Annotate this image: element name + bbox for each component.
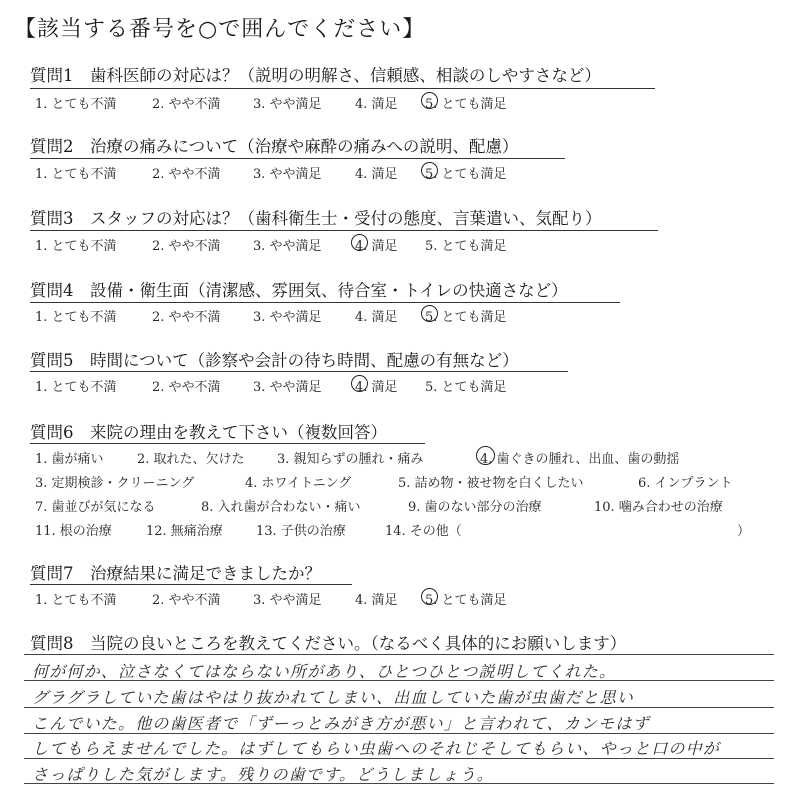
- question-title: 質問6 来院の理由を教えて下さい（複数回答）: [30, 423, 387, 442]
- option-4[interactable]: 4. 満足: [355, 97, 398, 112]
- other-close-paren: ）: [737, 524, 751, 539]
- handwriting-line: こんでいた。他の歯医者で「ずーっとみがき方が悪い」と言われて、カンモはず: [32, 714, 650, 733]
- option-3[interactable]: 3. やや満足: [253, 593, 322, 608]
- option-4[interactable]: 4. 満足: [355, 593, 398, 608]
- page-title: 【該当する番号を○で囲んでください】: [14, 17, 426, 42]
- selection-circle: [421, 92, 438, 109]
- option-2[interactable]: 2. やや不満: [152, 97, 221, 112]
- reason-option[interactable]: 2. 取れた、欠けた: [137, 452, 245, 467]
- option-4[interactable]: 4. 満足: [355, 239, 398, 254]
- reason-option[interactable]: 6. インプラント: [638, 476, 733, 491]
- question-title: 質問7 治療結果に満足できましたか？: [30, 564, 321, 583]
- option-5[interactable]: 5. とても満足: [425, 167, 507, 182]
- selection-circle: [421, 588, 438, 605]
- option-3[interactable]: 3. やや満足: [253, 380, 322, 395]
- option-2[interactable]: 2. やや不満: [152, 310, 221, 325]
- reason-option[interactable]: 11. 根の治療: [35, 524, 112, 539]
- option-2[interactable]: 2. やや不満: [152, 167, 221, 182]
- option-5[interactable]: 5. とても満足: [425, 310, 507, 325]
- question-title: 質問5 時間について（診察や会計の待ち時間、配慮の有無など）: [30, 351, 519, 370]
- reason-option[interactable]: 4. 歯ぐきの腫れ、出血、歯の動揺: [480, 452, 680, 467]
- reason-option[interactable]: 1. 歯が痛い: [35, 452, 104, 467]
- selection-circle: [421, 162, 438, 179]
- option-1[interactable]: 1. とても不満: [35, 239, 117, 254]
- option-1[interactable]: 1. とても不満: [35, 167, 117, 182]
- selection-circle: [476, 446, 495, 465]
- option-4[interactable]: 4. 満足: [355, 310, 398, 325]
- option-2[interactable]: 2. やや不満: [152, 239, 221, 254]
- selection-circle: [351, 234, 368, 251]
- reason-option[interactable]: 3. 定期検診・クリーニング: [35, 476, 195, 491]
- option-5[interactable]: 5. とても満足: [425, 593, 507, 608]
- question-title: 質問8 当院の良いところを教えてください。（なるべく具体的にお願いします）: [30, 634, 627, 653]
- reason-option[interactable]: 3. 親知らずの腫れ・痛み: [277, 452, 424, 467]
- option-2[interactable]: 2. やや不満: [152, 380, 221, 395]
- reason-option[interactable]: 4. ホワイトニング: [245, 476, 352, 491]
- reason-option[interactable]: 13. 子供の治療: [256, 524, 346, 539]
- option-2[interactable]: 2. やや不満: [152, 593, 221, 608]
- reason-option[interactable]: 9. 歯のない部分の治療: [408, 500, 542, 515]
- option-5[interactable]: 5. とても満足: [425, 380, 507, 395]
- option-1[interactable]: 1. とても不満: [35, 97, 117, 112]
- question-title: 質問2 治療の痛みについて（治療や麻酔の痛みへの説明、配慮）: [30, 137, 519, 156]
- option-5[interactable]: 5. とても満足: [425, 239, 507, 254]
- question-title: 質問1 歯科医師の対応は？（説明の明解さ、信頼感、相談のしやすさなど）: [30, 66, 601, 85]
- reason-option[interactable]: 7. 歯並びが気になる: [35, 500, 156, 515]
- reason-option[interactable]: 12. 無痛治療: [146, 524, 223, 539]
- other-option[interactable]: 14. その他（: [385, 524, 462, 539]
- question-title: 質問4 設備・衛生面（清潔感、雰囲気、待合室・トイレの快適さなど）: [30, 281, 568, 300]
- option-1[interactable]: 1. とても不満: [35, 593, 117, 608]
- option-3[interactable]: 3. やや満足: [253, 239, 322, 254]
- option-1[interactable]: 1. とても不満: [35, 380, 117, 395]
- reason-option[interactable]: 10. 噛み合わせの治療: [594, 500, 723, 515]
- handwriting-line: さっぱりした気がします。残りの歯です。どうしましょう。: [32, 765, 494, 784]
- option-3[interactable]: 3. やや満足: [253, 167, 322, 182]
- question-title: 質問3 スタッフの対応は？（歯科衛生士・受付の態度、言葉遣い、気配り）: [30, 209, 602, 228]
- handwriting-line: してもらえませんでした。はずしてもらい虫歯へのそれじそしてもらい、やっと口の中が: [32, 739, 721, 758]
- option-3[interactable]: 3. やや満足: [253, 310, 322, 325]
- selection-circle: [421, 305, 438, 322]
- handwriting-line: 何が何か、泣さなくてはならない所があり、ひとつひとつ説明してくれた。: [32, 662, 617, 681]
- selection-circle: [351, 375, 368, 392]
- handwriting-line: グラグラしていた歯はやはり抜かれてしまい、出血していた歯が虫歯だと思い: [32, 688, 635, 707]
- option-5[interactable]: 5. とても満足: [425, 97, 507, 112]
- option-1[interactable]: 1. とても不満: [35, 310, 117, 325]
- option-4[interactable]: 4. 満足: [355, 380, 398, 395]
- option-4[interactable]: 4. 満足: [355, 167, 398, 182]
- reason-option[interactable]: 8. 入れ歯が合わない・痛い: [201, 500, 361, 515]
- option-3[interactable]: 3. やや満足: [253, 97, 322, 112]
- reason-option[interactable]: 5. 詰め物・被せ物を白くしたい: [398, 476, 584, 491]
